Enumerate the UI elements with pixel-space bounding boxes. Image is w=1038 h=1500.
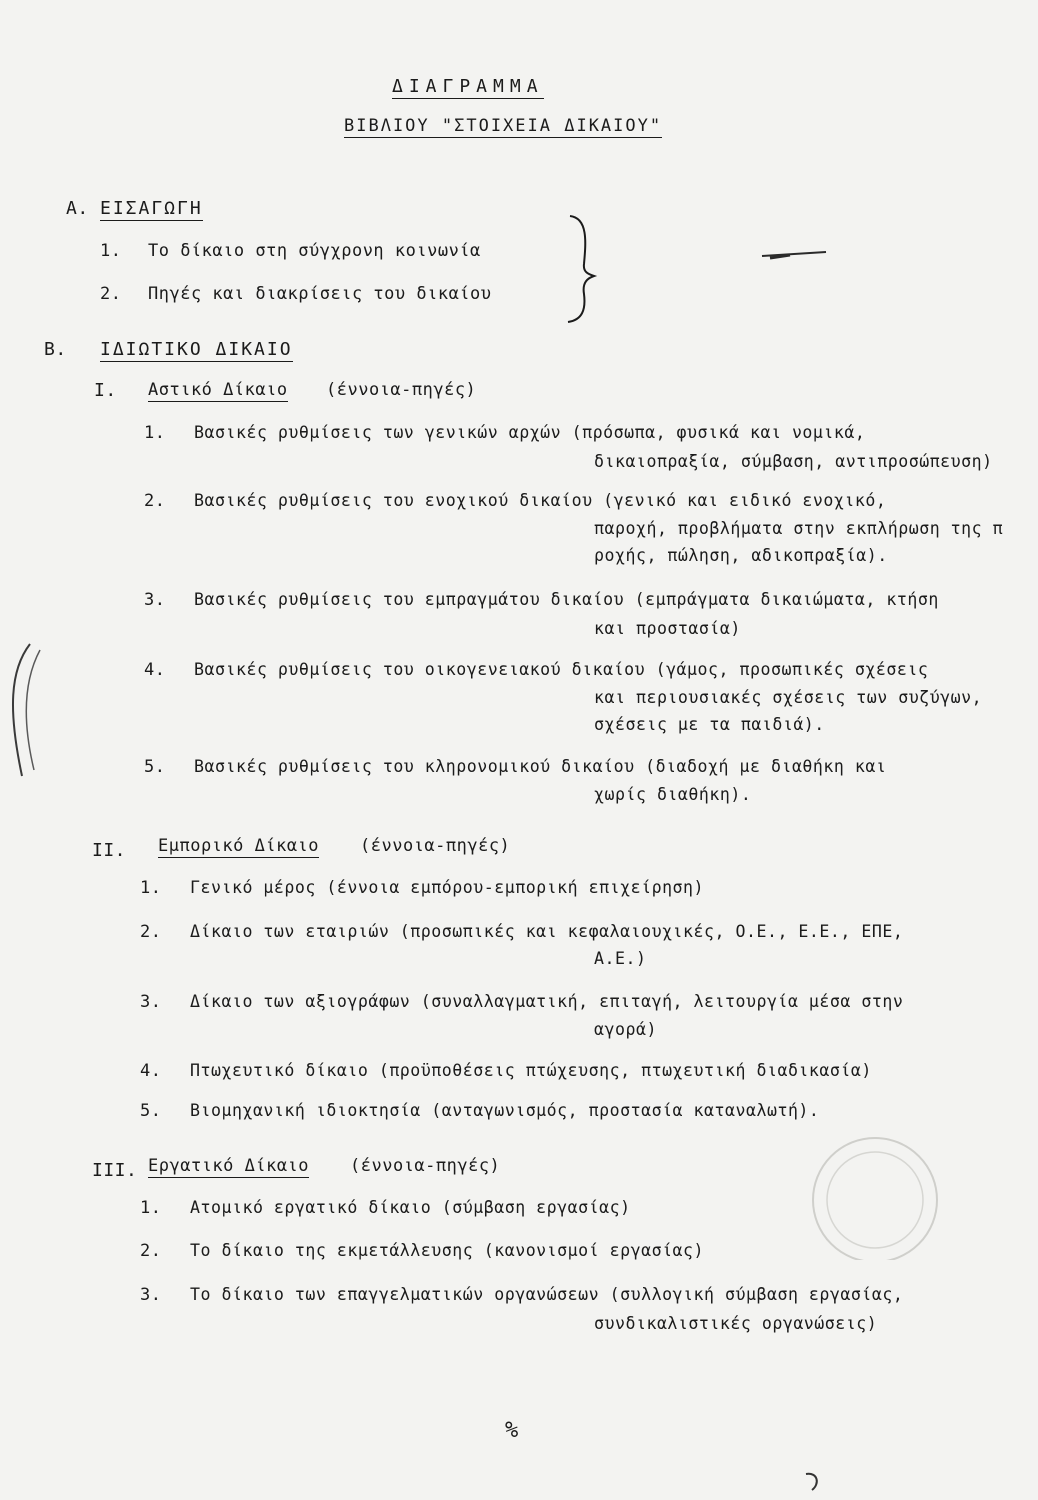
part-ii-item-2-num: 2. — [140, 922, 162, 942]
part-i-item-5-num: 5. — [144, 757, 166, 777]
part-i-item-2-line3: ροχής, πώληση, αδικοπραξία). — [594, 546, 888, 565]
part-i-item-3-num: 3. — [144, 590, 166, 610]
document-title: ΔΙΑΓΡΑΜΜΑ — [392, 76, 544, 97]
part-ii-item-4-line1: Πτωχευτικό δίκαιο (προϋποθέσεις πτώχευσης, πτωχευτική διαδικασία) — [190, 1061, 872, 1080]
part-iii-item-3-line1: Το δίκαιο των επαγγελματικών οργανώσεων (συλλογική σύμβαση εργασίας, — [190, 1285, 904, 1304]
part-iii-item-1-num: 1. — [140, 1198, 162, 1218]
part-ii-item-5-num: 5. — [140, 1101, 162, 1121]
part-i-item-4-line3: σχέσεις με τα παιδιά). — [594, 715, 825, 734]
part-iii-suffix: (έννοια-πηγές) — [350, 1156, 501, 1176]
part-ii-item-2-line2: Α.Ε.) — [594, 949, 647, 968]
section-b-label: Β. — [44, 339, 67, 360]
part-i-item-2-line1: Βασικές ρυθμίσεις του ενοχικού δικαίου (γενικό και ειδικό ενοχικό, — [194, 491, 887, 510]
section-a-item-2-num: 2. — [100, 284, 122, 304]
section-b-heading: ΙΔΙΩΤΙΚΟ ΔΙΚΑΙΟ — [100, 339, 293, 360]
part-i-item-3-line1: Βασικές ρυθμίσεις του εμπραγμάτου δικαίου (εμπράγματα δικαιώματα, κτήση — [194, 590, 939, 609]
part-ii-item-3-line2: αγορά) — [594, 1020, 657, 1039]
part-ii-item-1-num: 1. — [140, 878, 162, 898]
part-i-item-5-line2: χωρίς διαθήκη). — [594, 785, 752, 804]
section-a-item-1-text: Το δίκαιο στη σύγχρονη κοινωνία — [148, 241, 481, 261]
part-ii-item-1-line1: Γενικό μέρος (έννοια εμπόρου-εμπορική επιχείρηση) — [190, 878, 705, 897]
part-i-item-2-num: 2. — [144, 491, 166, 511]
part-ii-item-3-num: 3. — [140, 992, 162, 1012]
part-iii-item-2-line1: Το δίκαιο της εκμετάλλευσης (κανονισμοί εργασίας) — [190, 1241, 705, 1260]
part-ii-item-2-line1: Δίκαιο των εταιριών (προσωπικές και κεφαλαιουχικές, Ο.Ε., Ε.Ε., ΕΠΕ, — [190, 922, 904, 941]
section-a-item-1-num: 1. — [100, 241, 122, 261]
faded-stamp-seal — [780, 1130, 970, 1260]
part-i-item-4-num: 4. — [144, 660, 166, 680]
document-subtitle: ΒΙΒΛΙΟΥ "ΣΤΟΙΧΕΙΑ ΔΙΚΑΙΟΥ" — [344, 116, 663, 136]
part-i-numeral: I. — [94, 380, 117, 401]
part-ii-item-3-line1: Δίκαιο των αξιογράφων (συναλλαγματική, επιταγή, λειτουργία μέσα στην — [190, 992, 904, 1011]
part-i-item-2-line2: παροχή, προβλήματα στην εκπλήρωση της π — [594, 519, 1004, 538]
part-i-item-4-line1: Βασικές ρυθμίσεις του οικογενειακού δικαίου (γάμος, προσωπικές σχέσεις — [194, 660, 929, 679]
part-ii-item-4-num: 4. — [140, 1061, 162, 1081]
page-mark: % — [505, 1418, 519, 1443]
part-i-item-5-line1: Βασικές ρυθμίσεις του κληρονομικού δικαίου (διαδοχή με διαθήκη και — [194, 757, 887, 776]
page-edge-mark — [0, 640, 50, 780]
part-i-item-1-line1: Βασικές ρυθμίσεις των γενικών αρχών (πρόσωπα, φυσικά και νομικά, — [194, 423, 866, 442]
section-a-heading: ΕΙΣΑΓΩΓΗ — [100, 198, 203, 219]
part-iii-item-3-num: 3. — [140, 1285, 162, 1305]
corner-scribble-mark — [800, 1470, 830, 1494]
part-ii-heading: Εμπορικό Δίκαιο — [158, 836, 320, 856]
arrow-mark — [760, 246, 830, 262]
section-a-item-2-text: Πηγές και διακρίσεις του δικαίου — [148, 284, 492, 304]
part-i-item-3-line2: και προστασία) — [594, 619, 741, 638]
part-iii-item-2-num: 2. — [140, 1241, 162, 1261]
part-i-item-1-line2: δικαιοπραξία, σύμβαση, αντιπροσώπευση) — [594, 452, 993, 471]
part-ii-numeral: II. — [92, 840, 127, 861]
part-i-item-4-line2: και περιουσιακές σχέσεις των συζύγων, — [594, 688, 983, 707]
part-i-suffix: (έννοια-πηγές) — [326, 380, 477, 400]
part-ii-item-5-line1: Βιομηχανική ιδιοκτησία (ανταγωνισμός, προστασία καταναλωτή). — [190, 1101, 820, 1120]
part-iii-heading: Εργατικό Δίκαιο — [148, 1156, 310, 1176]
part-iii-item-3-line2: συνδικαλιστικές οργανώσεις) — [594, 1314, 878, 1333]
part-ii-suffix: (έννοια-πηγές) — [360, 836, 511, 856]
part-i-heading: Αστικό Δίκαιο — [148, 380, 288, 400]
section-a-label: Α. — [66, 198, 89, 219]
part-iii-numeral: III. — [92, 1160, 138, 1181]
part-iii-item-1-line1: Ατομικό εργατικό δίκαιο (σύμβαση εργασίας) — [190, 1198, 631, 1217]
part-i-item-1-num: 1. — [144, 423, 166, 443]
curly-brace-mark — [560, 212, 600, 324]
